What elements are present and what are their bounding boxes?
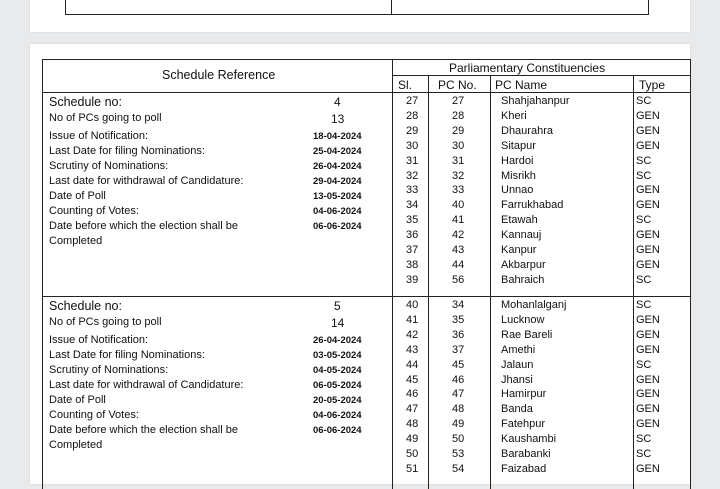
previous-page-card — [30, 0, 690, 32]
constituency-type: GEN — [636, 388, 660, 401]
header-bottom-divider — [42, 92, 690, 93]
schedule-date-label: Last Date for filing Nominations: — [49, 145, 205, 157]
constituency-type: GEN — [636, 258, 660, 271]
constituency-type: GEN — [636, 373, 660, 386]
constituency-pc-no: 34 — [452, 299, 465, 311]
constituency-pc-no: 42 — [452, 229, 465, 242]
schedule-date-value: 18-04-2024 — [313, 131, 362, 142]
constituency-name: Kheri — [501, 109, 527, 122]
completed-label: Completed — [49, 439, 103, 451]
constituency-sl: 37 — [406, 244, 419, 256]
constituency-sl: 50 — [406, 448, 419, 460]
constituency-type: SC — [636, 448, 652, 460]
schedule-number: 5 — [334, 299, 341, 313]
sl-column-divider — [428, 75, 429, 489]
constituency-type: GEN — [636, 109, 660, 122]
constituency-type: GEN — [636, 124, 660, 137]
constituency-type: SC — [636, 299, 652, 311]
constituency-sl: 31 — [406, 154, 419, 167]
constituency-type: GEN — [636, 229, 660, 242]
constituency-name: Amethi — [501, 343, 536, 356]
constituency-pc-no: 53 — [452, 448, 465, 460]
constituency-pc-no: 54 — [452, 462, 465, 475]
constituency-name: Unnao — [501, 184, 534, 197]
constituency-pc-no: 29 — [452, 124, 465, 137]
schedule-reference-header: Schedule Reference — [162, 68, 276, 82]
pc-header: Parliamentary Constituencies — [449, 61, 606, 75]
constituency-type: SC — [636, 154, 652, 167]
constituency-name: Jhansi — [501, 373, 533, 386]
constituency-pc-no: 44 — [452, 258, 465, 271]
constituency-sl: 51 — [406, 462, 419, 475]
constituency-name: Hardoi — [501, 154, 534, 167]
constituency-sl: 36 — [406, 229, 419, 242]
constituency-name: Faizabad — [501, 462, 547, 475]
table-top-border — [42, 59, 690, 60]
constituency-name: Fatehpur — [501, 418, 546, 431]
schedule-date-label: Last Date for filing Nominations: — [49, 349, 205, 361]
pc-header-divider — [392, 75, 690, 76]
constituency-sl: 35 — [406, 214, 419, 227]
constituency-sl: 32 — [406, 169, 419, 182]
constituency-sl: 47 — [406, 403, 419, 416]
constituency-sl: 44 — [406, 358, 419, 371]
constituency-pc-no: 30 — [452, 139, 465, 152]
constituency-sl: 27 — [406, 95, 419, 107]
constituency-type: SC — [636, 214, 652, 227]
constituency-sl: 40 — [406, 299, 419, 311]
schedule-title: Schedule no: — [49, 299, 122, 313]
constituency-name: Etawah — [501, 214, 538, 227]
constituency-name: Banda — [501, 403, 533, 416]
constituency-name: Kannauj — [501, 229, 542, 242]
schedule-date-label: Date of Poll — [49, 190, 106, 202]
constituency-sl: 43 — [406, 343, 419, 356]
schedule-date-value: 26-04-2024 — [313, 161, 362, 172]
constituency-pc-no: 28 — [452, 109, 465, 122]
constituency-sl: 45 — [406, 373, 419, 386]
constituency-type: GEN — [636, 343, 660, 356]
constituency-name: Lucknow — [501, 313, 545, 326]
schedule-date-value: 04-06-2024 — [313, 410, 362, 421]
schedule-number: 4 — [334, 95, 341, 109]
constituency-type: GEN — [636, 403, 660, 416]
completed-label: Completed — [49, 235, 103, 247]
constituency-sl: 38 — [406, 258, 419, 271]
constituency-pc-no: 47 — [452, 388, 465, 401]
constituency-pc-no: 43 — [452, 244, 465, 256]
pcs-going-to-poll-count: 13 — [331, 112, 345, 126]
constituency-name: Dhaurahra — [501, 124, 553, 137]
constituency-pc-no: 37 — [452, 343, 465, 356]
constituency-name: Farrukhabad — [501, 199, 564, 212]
table-left-border — [42, 59, 43, 489]
constituency-type: GEN — [636, 184, 660, 197]
constituency-sl: 29 — [406, 124, 419, 137]
constituency-sl: 42 — [406, 328, 419, 341]
constituency-type: SC — [636, 273, 652, 286]
schedule-date-label: Counting of Votes: — [49, 409, 139, 421]
pcs-going-to-poll-label: No of PCs going to poll — [49, 316, 162, 328]
type-column-divider — [633, 75, 634, 489]
constituency-sl: 49 — [406, 433, 419, 446]
schedule-column-divider — [392, 59, 393, 489]
constituency-pc-no: 45 — [452, 358, 465, 371]
schedule-date-label: Issue of Notification: — [49, 334, 149, 346]
schedule-date-label: Last date for withdrawal of Candidature: — [49, 379, 244, 391]
schedule-date-value: 26-04-2024 — [313, 335, 362, 346]
constituency-pc-no: 48 — [452, 403, 465, 416]
table-right-border — [690, 59, 691, 489]
constituency-pc-no: 33 — [452, 184, 465, 197]
constituency-sl: 41 — [406, 313, 419, 326]
schedule-date-label: Counting of Votes: — [49, 205, 139, 217]
constituency-type: GEN — [636, 313, 660, 326]
constituency-type: GEN — [636, 244, 660, 256]
constituency-pc-no: 56 — [452, 273, 465, 286]
col-type-header: Type — [639, 78, 666, 92]
constituency-type: GEN — [636, 328, 660, 341]
constituency-sl: 33 — [406, 184, 419, 197]
pcno-column-divider — [490, 75, 491, 489]
schedule-title: Schedule no: — [49, 95, 122, 109]
constituency-type: SC — [636, 358, 652, 371]
constituency-name: Kanpur — [501, 244, 537, 256]
constituency-pc-no: 40 — [452, 199, 465, 212]
col-pcno-header: PC No. — [438, 78, 477, 92]
schedule-date-label: Date before which the election shall be — [49, 220, 238, 232]
constituency-name: Rae Bareli — [501, 328, 553, 341]
constituency-type: GEN — [636, 139, 660, 152]
constituency-name: Jalaun — [501, 358, 534, 371]
schedule-date-value: 06-05-2024 — [313, 380, 362, 391]
schedule-date-value: 29-04-2024 — [313, 176, 362, 187]
schedule-date-label: Scrutiny of Nominations: — [49, 364, 169, 376]
constituency-name: Barabanki — [501, 448, 551, 460]
schedule-table — [42, 59, 695, 489]
constituency-pc-no: 36 — [452, 328, 465, 341]
constituency-type: SC — [636, 169, 652, 182]
schedule-date-label: Date before which the election shall be — [49, 424, 238, 436]
constituency-type: GEN — [636, 199, 660, 212]
constituency-pc-no: 50 — [452, 433, 465, 446]
constituency-sl: 48 — [406, 418, 419, 431]
constituency-sl: 46 — [406, 388, 419, 401]
constituency-name: Misrikh — [501, 169, 536, 182]
previous-table-bottom — [65, 0, 649, 15]
schedule-date-label: Last date for withdrawal of Candidature: — [49, 175, 244, 187]
col-pcname-header: PC Name — [495, 78, 548, 92]
schedule-date-label: Issue of Notification: — [49, 130, 149, 142]
schedule-date-label: Date of Poll — [49, 394, 106, 406]
constituency-type: SC — [636, 95, 652, 107]
schedule-date-value: 04-06-2024 — [313, 206, 362, 217]
constituency-pc-no: 49 — [452, 418, 465, 431]
constituency-type: SC — [636, 433, 652, 446]
constituency-pc-no: 32 — [452, 169, 465, 182]
constituency-name: Shahjahanpur — [501, 95, 570, 107]
schedule-date-value: 03-05-2024 — [313, 350, 362, 361]
constituency-name: Sitapur — [501, 139, 536, 152]
constituency-sl: 28 — [406, 109, 419, 122]
constituency-pc-no: 27 — [452, 95, 465, 107]
schedule-divider — [42, 296, 690, 297]
constituency-pc-no: 35 — [452, 313, 465, 326]
constituency-sl: 39 — [406, 273, 419, 286]
constituency-name: Akbarpur — [501, 258, 546, 271]
schedule-date-label: Scrutiny of Nominations: — [49, 160, 169, 172]
pcs-going-to-poll-label: No of PCs going to poll — [49, 112, 162, 124]
schedule-date-value: 25-04-2024 — [313, 146, 362, 157]
constituency-type: GEN — [636, 418, 660, 431]
constituency-name: Bahraich — [501, 273, 545, 286]
constituency-type: GEN — [636, 462, 660, 475]
constituency-sl: 30 — [406, 139, 419, 152]
constituency-sl: 34 — [406, 199, 419, 212]
constituency-name: Hamirpur — [501, 388, 547, 401]
schedule-date-value: 13-05-2024 — [313, 191, 362, 202]
constituency-pc-no: 41 — [452, 214, 465, 227]
schedule-date-value: 20-05-2024 — [313, 395, 362, 406]
constituency-name: Kaushambi — [501, 433, 557, 446]
constituency-pc-no: 31 — [452, 154, 465, 167]
constituency-name: Mohanlalganj — [501, 299, 567, 311]
col-sl-header: Sl. — [398, 78, 413, 92]
schedule-date-value: 06-06-2024 — [313, 221, 362, 232]
constituency-pc-no: 46 — [452, 373, 465, 386]
pcs-going-to-poll-count: 14 — [331, 316, 345, 330]
schedule-date-value: 04-05-2024 — [313, 365, 362, 376]
schedule-date-value: 06-06-2024 — [313, 425, 362, 436]
